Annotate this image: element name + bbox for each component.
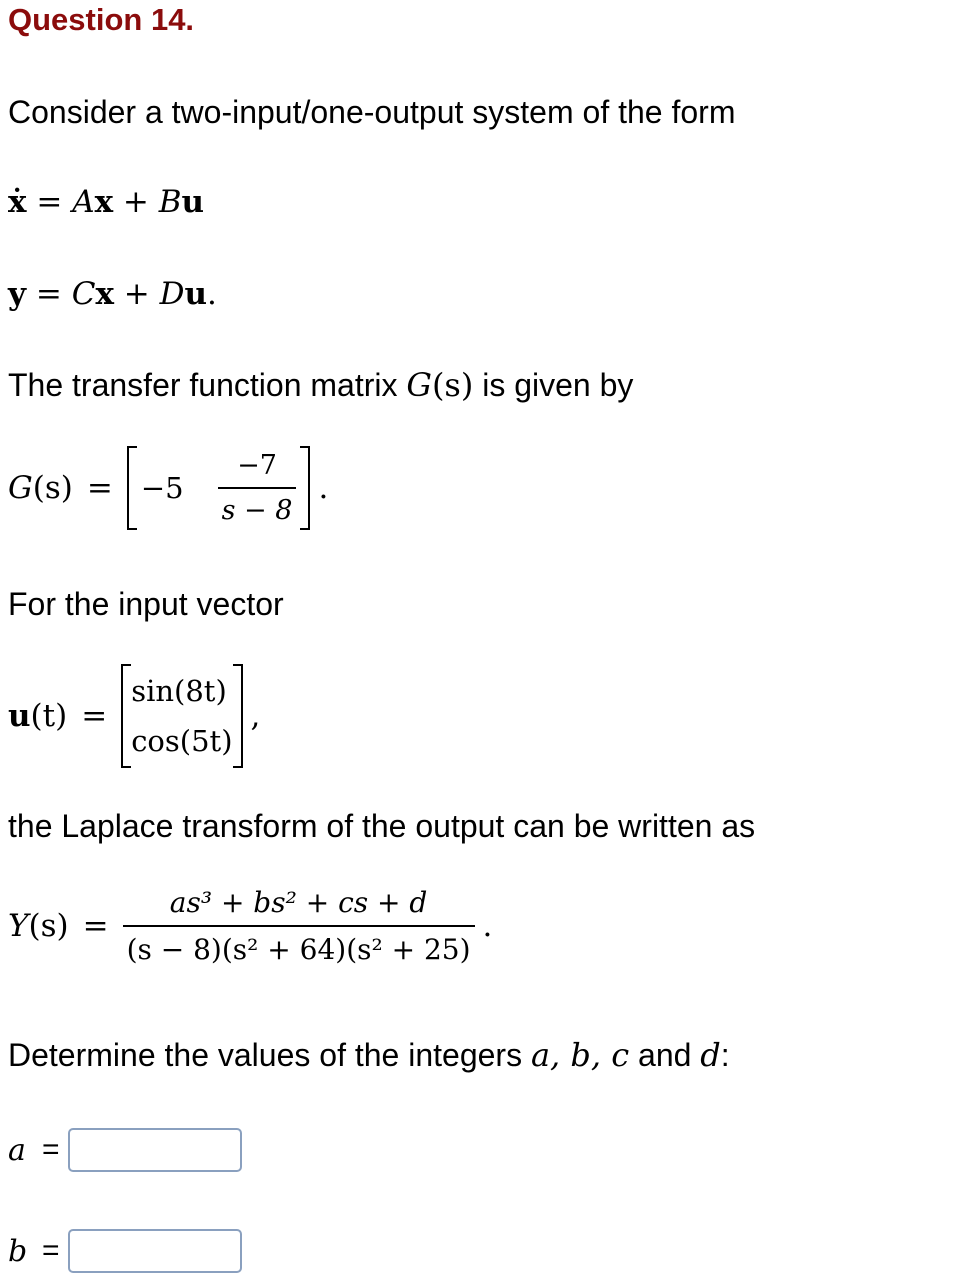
vector-row-2: cos(5t)	[131, 724, 233, 758]
answer-b-input[interactable]	[68, 1229, 242, 1273]
answer-row-a: a =	[8, 1128, 242, 1172]
matrix-fraction: $\frac{-7}{s - 8}$	[218, 450, 297, 526]
vector-bracket	[121, 664, 242, 768]
transfer-function-matrix: G (s) = −5 $\frac{-7}{s - 8}$ .	[8, 446, 328, 530]
answer-row-b: b =	[8, 1229, 242, 1273]
input-vector-text: For the input vector	[8, 586, 284, 622]
input-vector: u (t) = sin(8t) cos(5t) ,	[8, 664, 260, 768]
state-equation: ẋ = Ax + Bu	[8, 184, 205, 220]
determine-text: Determine the values of the integers a, b, c and d:	[8, 1036, 730, 1074]
matrix-bracket: −5 $\frac{-7}{s - 8}$	[127, 446, 311, 530]
output-equation: y = Cx + Du.	[8, 276, 217, 312]
vector-row-1: sin(8t)	[131, 674, 227, 708]
question-title: Question 14.	[8, 2, 195, 37]
answer-a-input[interactable]	[68, 1128, 242, 1172]
transfer-function-text: The transfer function matrix G(s) is given by	[8, 366, 634, 404]
output-laplace-equation: Y (s) = $\frac{\text{as³ + bs² + cs + d}}{\text{(s − 8)(s² + 64)(s² + 25)}}$ .	[8, 886, 493, 966]
intro-text: Consider a two-input/one-output system of the form	[8, 94, 736, 130]
laplace-text: the Laplace transform of the output can be written as	[8, 808, 756, 844]
output-fraction: $\frac{\text{as³ + bs² + cs + d}}{\text{(s − 8)(s² + 64)(s² + 25)}}$	[123, 886, 475, 966]
